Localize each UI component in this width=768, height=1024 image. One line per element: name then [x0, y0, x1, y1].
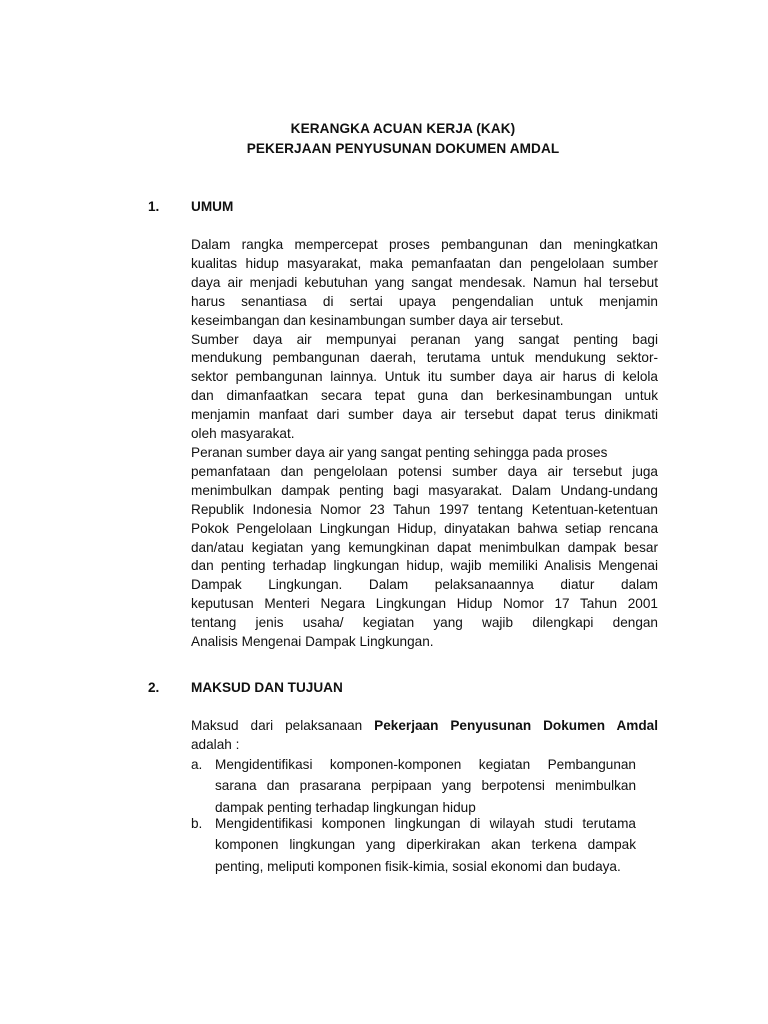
- section-heading: UMUM: [191, 199, 234, 214]
- body-line: dan dimanfaatkan secara tepat guna dan berkesinambungan untuk: [191, 388, 658, 404]
- intro-project-name: Pekerjaan Penyusunan Dokumen Amdal: [374, 718, 658, 733]
- section-number: 1.: [148, 199, 160, 214]
- body-line: Dalam rangka mempercepat proses pembangunan dan meningkatkan: [191, 237, 658, 252]
- list-line: Mengidentifikasi komponen-komponen kegiatan Pembangunan: [215, 757, 636, 772]
- list-marker: b.: [191, 816, 203, 831]
- body-line: keputusan Menteri Negara Lingkungan Hidup Nomor 17 Tahun 2001: [191, 596, 658, 612]
- list-item-body: [215, 754, 636, 818]
- body-line: Pokok Pengelolaan Lingkungan Hidup, dinyatakan bahwa setiap rencana: [191, 520, 658, 536]
- body-line: Republik Indonesia Nomor 23 Tahun 1997 tentang Ketentuan-ketentuan: [191, 501, 658, 517]
- body-line: Peranan sumber daya air yang sangat penting sehingga pada proses: [191, 444, 608, 460]
- body-line: keseimbangan dan kesinambungan sumber daya air tersebut.: [191, 312, 564, 328]
- body-line: Dampak Lingkungan. Dalam pelaksanaannya diatur dalam: [191, 577, 658, 593]
- intro-line: [191, 717, 658, 736]
- body-line: kualitas hidup masyarakat, maka pemanfaatan dan pengelolaan sumber: [191, 255, 658, 271]
- list-line: penting, meliputi komponen fisik-kimia, sosial ekonomi dan budaya.: [215, 858, 621, 874]
- section-heading: MAKSUD DAN TUJUAN: [191, 680, 343, 695]
- body-line: menjamin manfaat dari sumber daya air tersebut dapat terus dinikmati: [191, 407, 658, 423]
- list-line: dampak penting terhadap lingkungan hidup: [215, 799, 476, 815]
- intro-prefix: Maksud dari pelaksanaan: [191, 718, 375, 733]
- body-line: tentang jenis usaha/ kegiatan yang wajib dilengkapi dengan: [191, 615, 658, 631]
- body-line: harus senantiasa di sertai upaya pengendalian untuk menjamin: [191, 293, 658, 309]
- list-line: Mengidentifikasi komponen lingkungan di wilayah studi terutama: [215, 816, 636, 831]
- list-marker: a.: [191, 757, 203, 772]
- section-number: 2.: [148, 680, 160, 695]
- body-line: pemanfataan dan pengelolaan potensi sumber daya air tersebut juga: [191, 463, 658, 479]
- body-line: Analisis Mengenai Dampak Lingkungan.: [191, 634, 434, 650]
- list-line: komponen lingkungan yang diperkirakan akan terkena dampak: [215, 837, 636, 853]
- body-line: sektor pembangunan lainnya. Untuk itu sumber daya air harus di kelola: [191, 369, 658, 385]
- list-line: sarana dan prasarana perpipaan yang berpotensi menimbulkan: [215, 778, 636, 794]
- section-1-body: [191, 236, 658, 652]
- body-line: Sumber daya air mempunyai peranan yang sangat penting bagi: [191, 331, 658, 347]
- list-item-body: [215, 813, 636, 877]
- document-title-line-2: PEKERJAAN PENYUSUNAN DOKUMEN AMDAL: [246, 141, 560, 156]
- body-line: dan penting terhadap lingkungan hidup, wajib memiliki Analisis Mengenai: [191, 558, 658, 574]
- body-line: mendukung pembangunan daerah, terutama untuk mendukung sektor-: [191, 350, 658, 366]
- intro-suffix: adalah :: [191, 736, 240, 752]
- body-line: oleh masyarakat.: [191, 426, 295, 442]
- body-line: daya air menjadi kebutuhan yang sangat mendesak. Namun hal tersebut: [191, 274, 658, 290]
- section-2-intro: [191, 717, 658, 755]
- document-title-line-1: KERANGKA ACUAN KERJA (KAK): [290, 121, 516, 136]
- body-line: menimbulkan dampak penting bagi masyarakat. Dalam Undang-undang: [191, 482, 658, 498]
- body-line: dan/atau kegiatan yang kemungkinan dapat menimbulkan dampak besar: [191, 539, 658, 555]
